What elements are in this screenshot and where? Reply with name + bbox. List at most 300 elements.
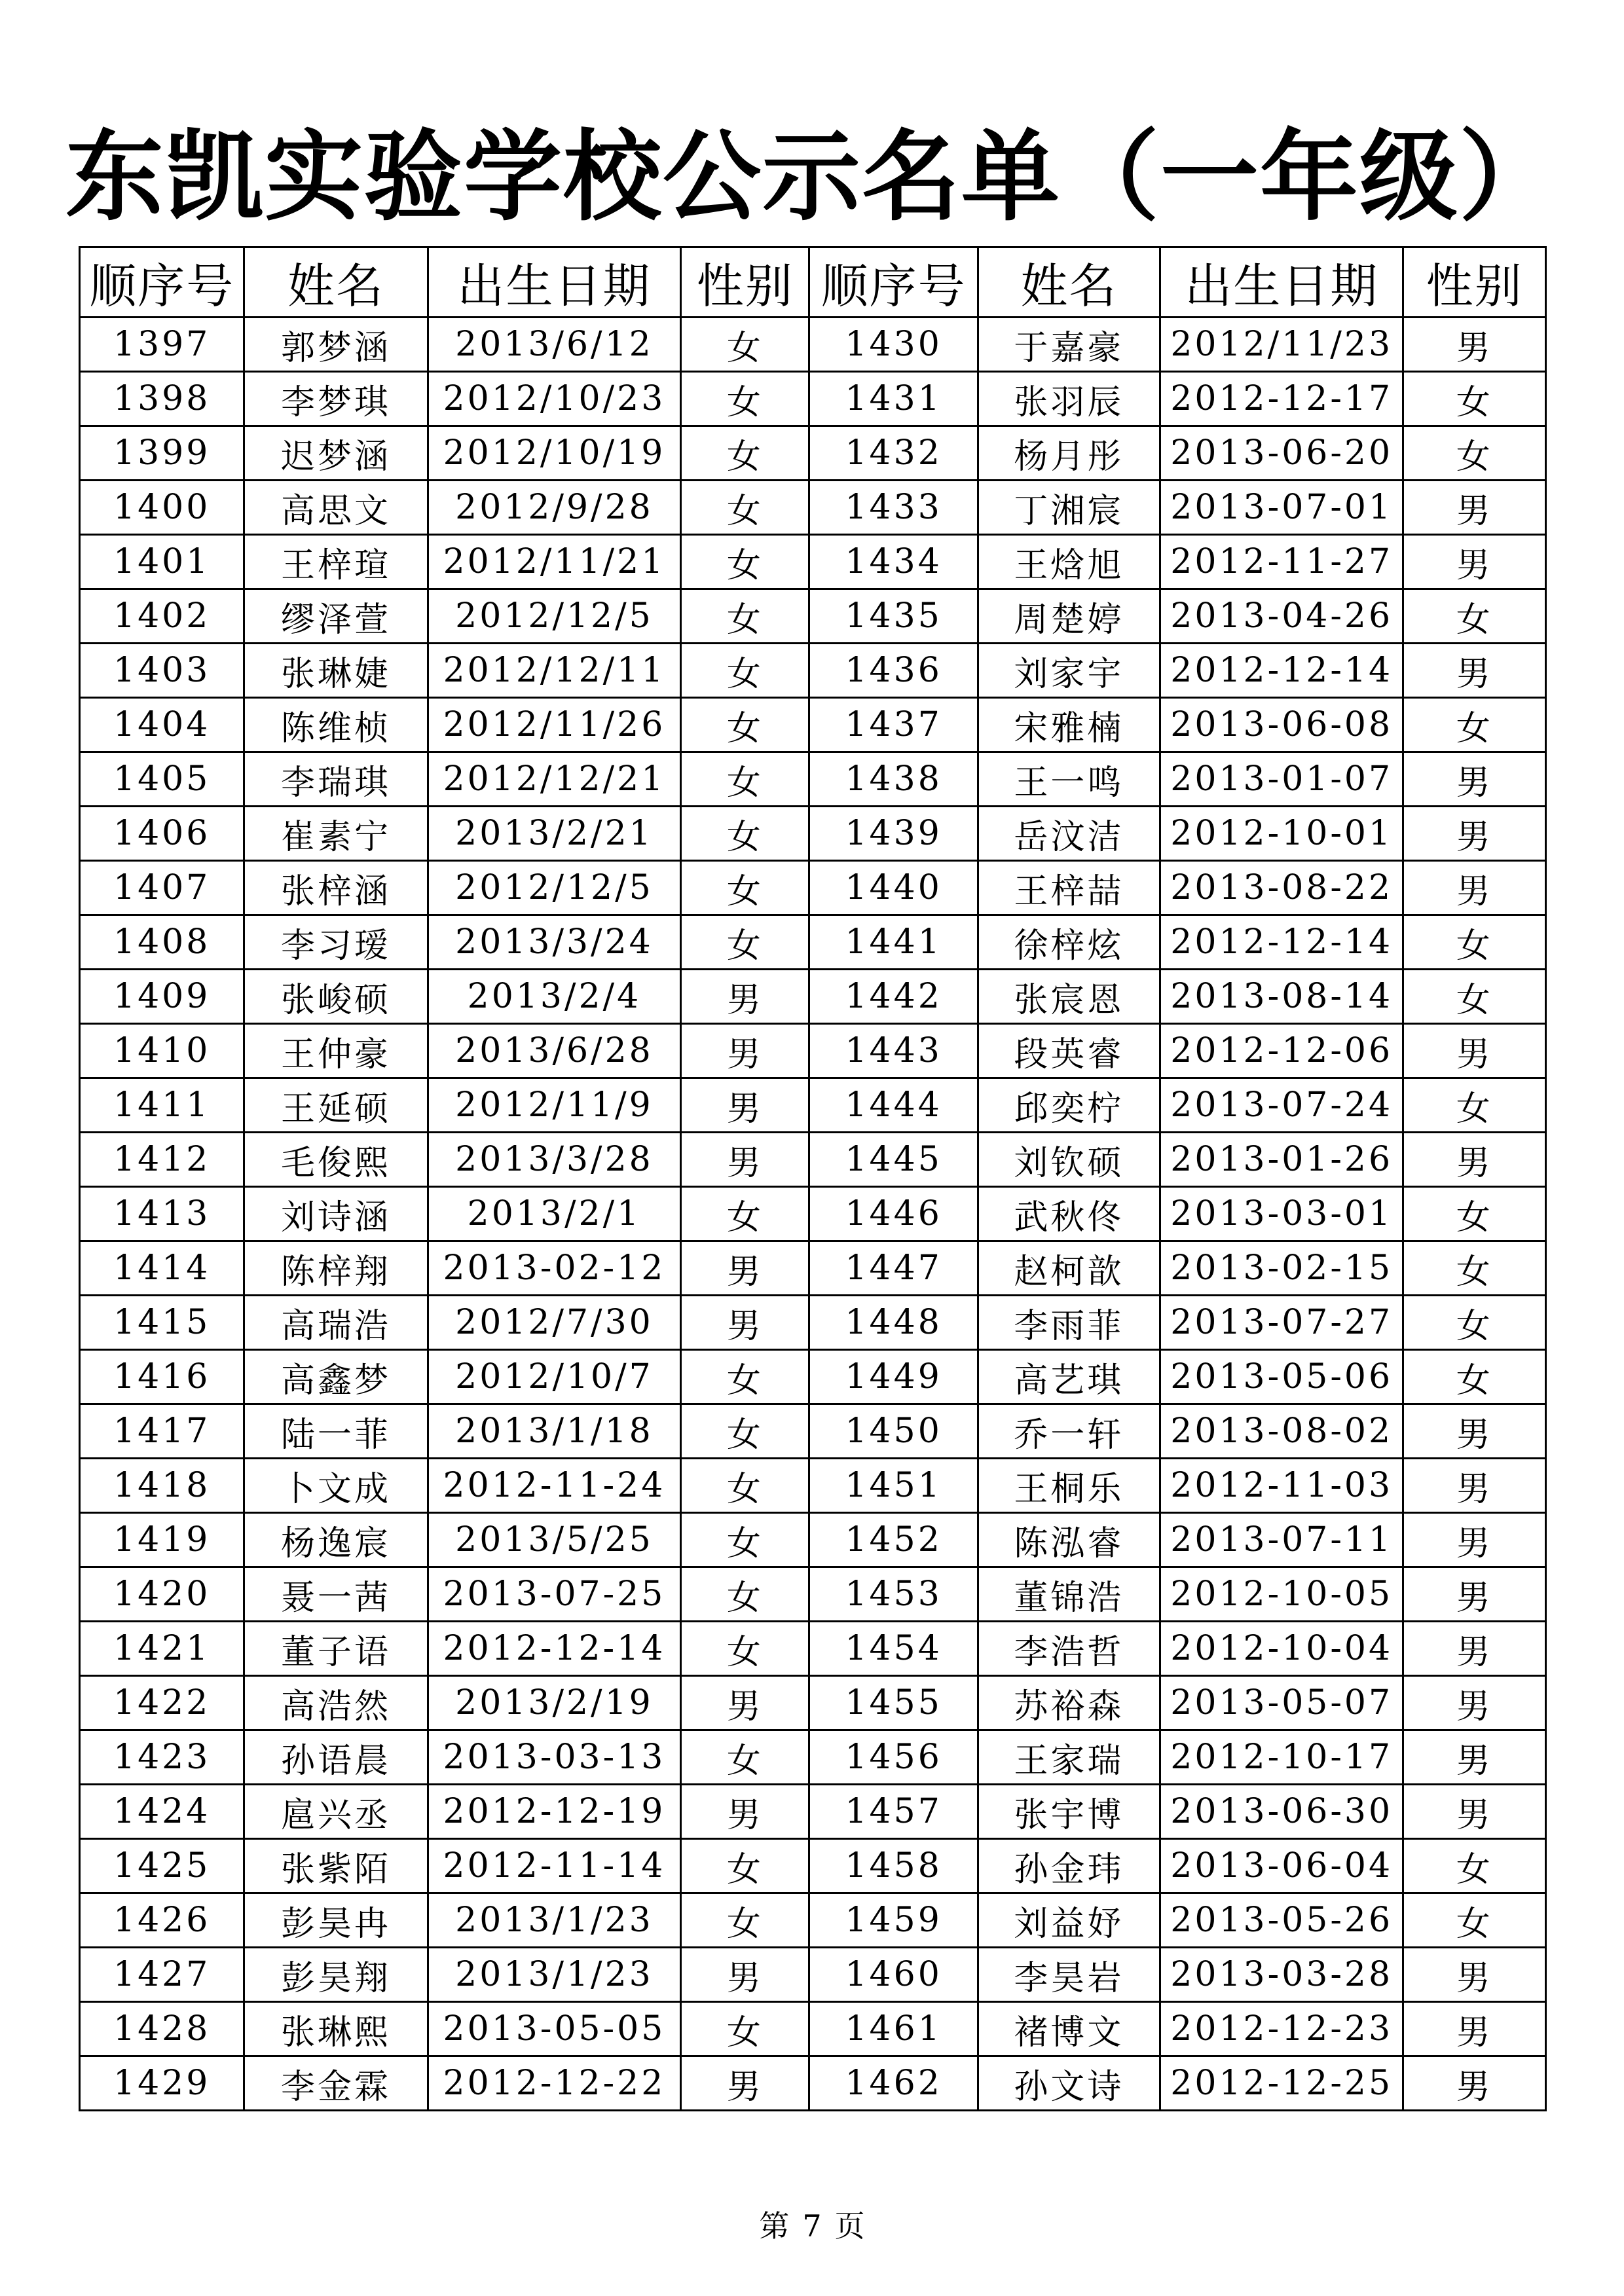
cell-name: 周楚婷	[978, 589, 1160, 644]
cell-name: 段英睿	[978, 1024, 1160, 1078]
cell-name: 张宇博	[978, 1785, 1160, 1839]
cell-seq: 1404	[80, 698, 244, 752]
cell-birthdate: 2012-12-14	[1160, 915, 1403, 970]
cell-gender: 女	[681, 752, 809, 807]
cell-name: 董锦浩	[978, 1567, 1160, 1622]
cell-gender: 男	[681, 1296, 809, 1350]
table-row	[80, 1513, 1546, 1567]
cell-name: 彭昊冉	[244, 1893, 428, 1948]
cell-birthdate: 2013/1/18	[428, 1404, 681, 1459]
cell-gender: 男	[1403, 1785, 1546, 1839]
cell-gender: 男	[1403, 861, 1546, 915]
cell-name: 乔一轩	[978, 1404, 1160, 1459]
cell-name: 苏裕森	[978, 1676, 1160, 1730]
cell-name: 高艺琪	[978, 1350, 1160, 1404]
cell-seq: 1452	[809, 1513, 978, 1567]
cell-birthdate: 2013-03-28	[1160, 1948, 1403, 2002]
cell-birthdate: 2013-06-20	[1160, 426, 1403, 481]
cell-seq: 1398	[80, 372, 244, 426]
cell-birthdate: 2012/10/19	[428, 426, 681, 481]
cell-birthdate: 2012-10-17	[1160, 1730, 1403, 1785]
cell-birthdate: 2012/11/26	[428, 698, 681, 752]
cell-birthdate: 2013-03-13	[428, 1730, 681, 1785]
cell-seq: 1406	[80, 807, 244, 861]
cell-name: 郭梦涵	[244, 318, 428, 372]
cell-name: 陈梓翔	[244, 1241, 428, 1296]
page-number: 7	[802, 2208, 822, 2244]
cell-name: 刘家宇	[978, 644, 1160, 698]
cell-birthdate: 2013-08-22	[1160, 861, 1403, 915]
cell-seq: 1415	[80, 1296, 244, 1350]
cell-birthdate: 2013-07-11	[1160, 1513, 1403, 1567]
cell-seq: 1436	[809, 644, 978, 698]
cell-gender: 男	[681, 1078, 809, 1133]
cell-birthdate: 2013-01-07	[1160, 752, 1403, 807]
cell-gender: 男	[1403, 1730, 1546, 1785]
table-row	[80, 1296, 1546, 1350]
cell-gender: 男	[681, 1785, 809, 1839]
table-row	[80, 1622, 1546, 1676]
cell-gender: 男	[1403, 1676, 1546, 1730]
cell-seq: 1460	[809, 1948, 978, 2002]
cell-gender: 女	[681, 481, 809, 535]
header-name: 姓名	[978, 247, 1160, 318]
cell-seq: 1459	[809, 1893, 978, 1948]
cell-birthdate: 2013-07-01	[1160, 481, 1403, 535]
cell-birthdate: 2013/5/25	[428, 1513, 681, 1567]
cell-name: 丁湘宸	[978, 481, 1160, 535]
cell-birthdate: 2012-11-14	[428, 1839, 681, 1893]
cell-name: 王梓喆	[978, 861, 1160, 915]
header-name: 姓名	[244, 247, 428, 318]
cell-name: 张宸恩	[978, 970, 1160, 1024]
cell-name: 张琳熙	[244, 2002, 428, 2056]
cell-birthdate: 2013-07-25	[428, 1567, 681, 1622]
cell-seq: 1401	[80, 535, 244, 589]
cell-name: 张羽辰	[978, 372, 1160, 426]
cell-seq: 1449	[809, 1350, 978, 1404]
cell-birthdate: 2012-10-05	[1160, 1567, 1403, 1622]
cell-gender: 女	[681, 2002, 809, 2056]
table-row	[80, 644, 1546, 698]
header-birthdate: 出生日期	[1160, 247, 1403, 318]
table-row	[80, 861, 1546, 915]
cell-gender: 女	[681, 698, 809, 752]
cell-name: 张紫陌	[244, 1839, 428, 1893]
cell-gender: 男	[681, 1948, 809, 2002]
header-seq: 顺序号	[809, 247, 978, 318]
cell-gender: 男	[681, 970, 809, 1024]
cell-birthdate: 2013/1/23	[428, 1893, 681, 1948]
table-row	[80, 1785, 1546, 1839]
cell-name: 高鑫梦	[244, 1350, 428, 1404]
cell-seq: 1461	[809, 2002, 978, 2056]
cell-birthdate: 2012-12-19	[428, 1785, 681, 1839]
cell-gender: 男	[1403, 1459, 1546, 1513]
cell-seq: 1434	[809, 535, 978, 589]
cell-gender: 女	[1403, 589, 1546, 644]
cell-birthdate: 2013/1/23	[428, 1948, 681, 2002]
cell-gender: 女	[681, 807, 809, 861]
cell-birthdate: 2013-05-07	[1160, 1676, 1403, 1730]
cell-birthdate: 2012-12-22	[428, 2056, 681, 2111]
cell-name: 王梓瑄	[244, 535, 428, 589]
cell-name: 高浩然	[244, 1676, 428, 1730]
table-row	[80, 1078, 1546, 1133]
table-row	[80, 1350, 1546, 1404]
cell-seq: 1453	[809, 1567, 978, 1622]
cell-gender: 女	[681, 1730, 809, 1785]
cell-seq: 1416	[80, 1350, 244, 1404]
cell-name: 董子语	[244, 1622, 428, 1676]
cell-gender: 男	[1403, 1024, 1546, 1078]
cell-birthdate: 2012/12/21	[428, 752, 681, 807]
cell-birthdate: 2013-07-27	[1160, 1296, 1403, 1350]
cell-name: 杨月彤	[978, 426, 1160, 481]
table-row	[80, 1893, 1546, 1948]
cell-name: 李习瑷	[244, 915, 428, 970]
header-row	[80, 247, 1546, 318]
table-row	[80, 589, 1546, 644]
table-row	[80, 1459, 1546, 1513]
cell-name: 杨逸宸	[244, 1513, 428, 1567]
table-row	[80, 1730, 1546, 1785]
cell-seq: 1451	[809, 1459, 978, 1513]
cell-seq: 1426	[80, 1893, 244, 1948]
cell-birthdate: 2013/3/28	[428, 1133, 681, 1187]
cell-gender: 男	[1403, 2002, 1546, 2056]
cell-seq: 1414	[80, 1241, 244, 1296]
cell-gender: 男	[1403, 1948, 1546, 2002]
cell-birthdate: 2013-05-26	[1160, 1893, 1403, 1948]
cell-seq: 1455	[809, 1676, 978, 1730]
cell-birthdate: 2012/12/11	[428, 644, 681, 698]
cell-birthdate: 2012-11-03	[1160, 1459, 1403, 1513]
cell-seq: 1457	[809, 1785, 978, 1839]
cell-seq: 1400	[80, 481, 244, 535]
table-row	[80, 698, 1546, 752]
cell-gender: 男	[1403, 807, 1546, 861]
cell-seq: 1427	[80, 1948, 244, 2002]
cell-seq: 1439	[809, 807, 978, 861]
cell-seq: 1419	[80, 1513, 244, 1567]
cell-gender: 女	[681, 644, 809, 698]
cell-birthdate: 2012-12-23	[1160, 2002, 1403, 2056]
cell-seq: 1421	[80, 1622, 244, 1676]
cell-seq: 1418	[80, 1459, 244, 1513]
table-row	[80, 1567, 1546, 1622]
cell-birthdate: 2012-10-04	[1160, 1622, 1403, 1676]
cell-birthdate: 2013-01-26	[1160, 1133, 1403, 1187]
cell-birthdate: 2013-08-14	[1160, 970, 1403, 1024]
cell-gender: 女	[1403, 1078, 1546, 1133]
cell-birthdate: 2012/11/23	[1160, 318, 1403, 372]
cell-gender: 男	[1403, 2056, 1546, 2111]
cell-seq: 1430	[809, 318, 978, 372]
cell-gender: 女	[1403, 1241, 1546, 1296]
cell-birthdate: 2013-08-02	[1160, 1404, 1403, 1459]
cell-gender: 女	[681, 1839, 809, 1893]
cell-gender: 女	[1403, 1350, 1546, 1404]
cell-gender: 女	[681, 1350, 809, 1404]
cell-gender: 男	[1403, 1622, 1546, 1676]
table-row	[80, 970, 1546, 1024]
cell-seq: 1417	[80, 1404, 244, 1459]
cell-gender: 女	[1403, 1296, 1546, 1350]
cell-seq: 1444	[809, 1078, 978, 1133]
cell-birthdate: 2013/2/1	[428, 1187, 681, 1241]
page-number-suffix: 页	[834, 2208, 865, 2244]
cell-birthdate: 2013/2/4	[428, 970, 681, 1024]
cell-gender: 女	[1403, 1187, 1546, 1241]
cell-gender: 男	[681, 1241, 809, 1296]
cell-name: 张琳婕	[244, 644, 428, 698]
cell-name: 张峻硕	[244, 970, 428, 1024]
cell-gender: 女	[681, 589, 809, 644]
cell-birthdate: 2013-02-12	[428, 1241, 681, 1296]
cell-gender: 男	[1403, 752, 1546, 807]
cell-name: 彭昊翔	[244, 1948, 428, 2002]
cell-name: 宋雅楠	[978, 698, 1160, 752]
cell-gender: 男	[681, 1024, 809, 1078]
cell-seq: 1422	[80, 1676, 244, 1730]
cell-birthdate: 2013/6/28	[428, 1024, 681, 1078]
cell-gender: 女	[1403, 698, 1546, 752]
table-row	[80, 807, 1546, 861]
table-row	[80, 1404, 1546, 1459]
cell-birthdate: 2012/11/21	[428, 535, 681, 589]
cell-seq: 1403	[80, 644, 244, 698]
cell-birthdate: 2013/2/19	[428, 1676, 681, 1730]
cell-gender: 女	[681, 426, 809, 481]
cell-seq: 1456	[809, 1730, 978, 1785]
cell-seq: 1454	[809, 1622, 978, 1676]
cell-name: 武秋佟	[978, 1187, 1160, 1241]
cell-birthdate: 2013-04-26	[1160, 589, 1403, 644]
cell-name: 王家瑞	[978, 1730, 1160, 1785]
cell-gender: 男	[1403, 1567, 1546, 1622]
cell-gender: 女	[681, 915, 809, 970]
cell-seq: 1431	[809, 372, 978, 426]
table-row	[80, 1133, 1546, 1187]
cell-birthdate: 2013/2/21	[428, 807, 681, 861]
cell-seq: 1445	[809, 1133, 978, 1187]
cell-birthdate: 2012/7/30	[428, 1296, 681, 1350]
cell-birthdate: 2013-05-05	[428, 2002, 681, 2056]
table-row	[80, 372, 1546, 426]
cell-gender: 女	[1403, 915, 1546, 970]
cell-gender: 女	[681, 861, 809, 915]
cell-name: 李梦琪	[244, 372, 428, 426]
cell-birthdate: 2012-12-25	[1160, 2056, 1403, 2111]
cell-name: 徐梓炫	[978, 915, 1160, 970]
cell-birthdate: 2012-11-24	[428, 1459, 681, 1513]
cell-seq: 1442	[809, 970, 978, 1024]
cell-seq: 1413	[80, 1187, 244, 1241]
cell-gender: 女	[1403, 372, 1546, 426]
cell-gender: 男	[1403, 1404, 1546, 1459]
cell-birthdate: 2012-11-27	[1160, 535, 1403, 589]
cell-seq: 1462	[809, 2056, 978, 2111]
cell-name: 李昊岩	[978, 1948, 1160, 2002]
cell-gender: 男	[1403, 644, 1546, 698]
cell-gender: 女	[1403, 970, 1546, 1024]
header-gender: 性别	[681, 247, 809, 318]
cell-seq: 1411	[80, 1078, 244, 1133]
cell-gender: 男	[681, 1676, 809, 1730]
cell-gender: 女	[681, 1404, 809, 1459]
cell-name: 褚博文	[978, 2002, 1160, 2056]
cell-seq: 1423	[80, 1730, 244, 1785]
cell-name: 毛俊熙	[244, 1133, 428, 1187]
cell-seq: 1405	[80, 752, 244, 807]
cell-birthdate: 2013-06-08	[1160, 698, 1403, 752]
cell-seq: 1435	[809, 589, 978, 644]
cell-birthdate: 2013-07-24	[1160, 1078, 1403, 1133]
cell-birthdate: 2013-06-04	[1160, 1839, 1403, 1893]
cell-birthdate: 2012-12-14	[1160, 644, 1403, 698]
cell-seq: 1425	[80, 1839, 244, 1893]
page-title: 东凯实验学校公示名单（一年级）	[65, 119, 1559, 234]
cell-name: 王仲豪	[244, 1024, 428, 1078]
cell-name: 陈维桢	[244, 698, 428, 752]
table-row	[80, 481, 1546, 535]
cell-name: 王桐乐	[978, 1459, 1160, 1513]
table-row	[80, 752, 1546, 807]
roster-table	[79, 246, 1547, 2111]
cell-name: 陆一菲	[244, 1404, 428, 1459]
cell-name: 王延硕	[244, 1078, 428, 1133]
cell-seq: 1410	[80, 1024, 244, 1078]
cell-birthdate: 2012-12-06	[1160, 1024, 1403, 1078]
table-row	[80, 1676, 1546, 1730]
cell-gender: 女	[1403, 1839, 1546, 1893]
cell-gender: 男	[1403, 1513, 1546, 1567]
cell-name: 李雨菲	[978, 1296, 1160, 1350]
cell-birthdate: 2013-05-06	[1160, 1350, 1403, 1404]
table-row	[80, 1948, 1546, 2002]
cell-gender: 女	[681, 318, 809, 372]
cell-gender: 男	[1403, 318, 1546, 372]
cell-seq: 1420	[80, 1567, 244, 1622]
cell-gender: 男	[681, 2056, 809, 2111]
cell-birthdate: 2012/12/5	[428, 589, 681, 644]
cell-seq: 1433	[809, 481, 978, 535]
cell-gender: 男	[1403, 535, 1546, 589]
cell-name: 聂一茜	[244, 1567, 428, 1622]
cell-name: 赵柯歆	[978, 1241, 1160, 1296]
cell-name: 刘钦硕	[978, 1133, 1160, 1187]
cell-birthdate: 2012-10-01	[1160, 807, 1403, 861]
cell-seq: 1448	[809, 1296, 978, 1350]
page-footer	[0, 2206, 1624, 2246]
cell-seq: 1446	[809, 1187, 978, 1241]
cell-birthdate: 2012-12-14	[428, 1622, 681, 1676]
cell-seq: 1424	[80, 1785, 244, 1839]
cell-name: 孙语晨	[244, 1730, 428, 1785]
cell-birthdate: 2013-03-01	[1160, 1187, 1403, 1241]
cell-name: 李金霖	[244, 2056, 428, 2111]
cell-name: 扈兴丞	[244, 1785, 428, 1839]
table-row	[80, 1241, 1546, 1296]
cell-seq: 1409	[80, 970, 244, 1024]
cell-gender: 女	[681, 1622, 809, 1676]
cell-seq: 1437	[809, 698, 978, 752]
cell-seq: 1407	[80, 861, 244, 915]
cell-seq: 1447	[809, 1241, 978, 1296]
cell-seq: 1450	[809, 1404, 978, 1459]
table-row	[80, 1187, 1546, 1241]
cell-name: 王一鸣	[978, 752, 1160, 807]
cell-seq: 1412	[80, 1133, 244, 1187]
cell-name: 李瑞琪	[244, 752, 428, 807]
cell-seq: 1440	[809, 861, 978, 915]
cell-seq: 1429	[80, 2056, 244, 2111]
cell-birthdate: 2013/3/24	[428, 915, 681, 970]
cell-gender: 女	[1403, 426, 1546, 481]
cell-gender: 男	[1403, 481, 1546, 535]
header-birthdate: 出生日期	[428, 247, 681, 318]
cell-birthdate: 2012/11/9	[428, 1078, 681, 1133]
cell-seq: 1402	[80, 589, 244, 644]
page-number-prefix: 第	[759, 2208, 790, 2244]
cell-gender: 女	[681, 535, 809, 589]
table-row	[80, 318, 1546, 372]
cell-name: 陈泓睿	[978, 1513, 1160, 1567]
cell-birthdate: 2012/10/23	[428, 372, 681, 426]
cell-gender: 男	[1403, 1133, 1546, 1187]
cell-seq: 1428	[80, 2002, 244, 2056]
cell-birthdate: 2013-02-15	[1160, 1241, 1403, 1296]
cell-name: 李浩哲	[978, 1622, 1160, 1676]
table-row	[80, 1839, 1546, 1893]
cell-birthdate: 2012-12-17	[1160, 372, 1403, 426]
cell-name: 迟梦涵	[244, 426, 428, 481]
cell-gender: 男	[681, 1133, 809, 1187]
cell-seq: 1443	[809, 1024, 978, 1078]
cell-name: 刘诗涵	[244, 1187, 428, 1241]
cell-gender: 女	[681, 1513, 809, 1567]
cell-gender: 女	[1403, 1893, 1546, 1948]
cell-name: 孙文诗	[978, 2056, 1160, 2111]
table-row	[80, 915, 1546, 970]
cell-name: 孙金玮	[978, 1839, 1160, 1893]
table-row	[80, 535, 1546, 589]
cell-name: 邱奕柠	[978, 1078, 1160, 1133]
header-seq: 顺序号	[80, 247, 244, 318]
cell-name: 于嘉豪	[978, 318, 1160, 372]
header-gender: 性别	[1403, 247, 1546, 318]
cell-gender: 女	[681, 1187, 809, 1241]
table-row	[80, 1024, 1546, 1078]
cell-seq: 1458	[809, 1839, 978, 1893]
cell-seq: 1408	[80, 915, 244, 970]
cell-birthdate: 2013/6/12	[428, 318, 681, 372]
cell-name: 缪泽萱	[244, 589, 428, 644]
cell-gender: 女	[681, 1893, 809, 1948]
cell-birthdate: 2012/9/28	[428, 481, 681, 535]
cell-gender: 女	[681, 1567, 809, 1622]
cell-seq: 1399	[80, 426, 244, 481]
table-row	[80, 426, 1546, 481]
cell-seq: 1397	[80, 318, 244, 372]
cell-name: 高思文	[244, 481, 428, 535]
cell-name: 岳汶洁	[978, 807, 1160, 861]
cell-name: 刘益妤	[978, 1893, 1160, 1948]
cell-seq: 1438	[809, 752, 978, 807]
table-row	[80, 2002, 1546, 2056]
cell-birthdate: 2012/12/5	[428, 861, 681, 915]
